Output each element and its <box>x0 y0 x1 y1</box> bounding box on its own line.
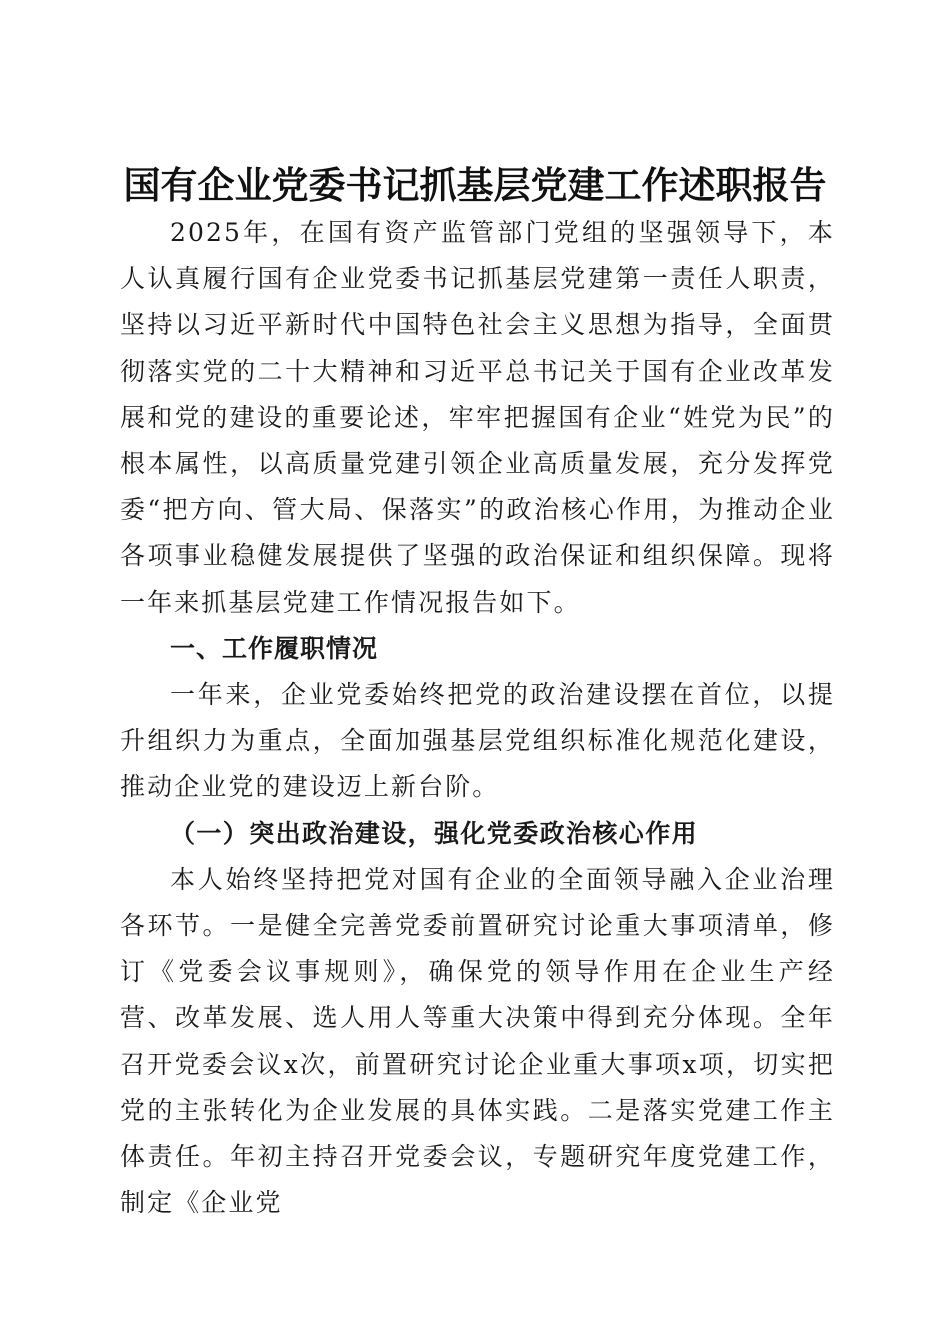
section1-intro-paragraph: 一年来，企业党委始终把党的政治建设摆在首位，以提升组织力为重点，全面加强基层党组织标准化规范化建设，推动企业党的建设迈上新台阶。 <box>120 680 835 802</box>
intro-paragraph: 2025年，在国有资产监管部门党组的坚强领导下，本人认真履行国有企业党委书记抓基层党建第一责任人职责，坚持以习近平新时代中国特色社会主义思想为指导，全面贯彻落实党的二十大精神和习近平总书记关于国有企业改革发展和党的建设的重要论述，牢牢把握国有企业“姓党为民”的根本属性，以高质量党建引领企业高质量发展，充分发挥党委“把方向、管大局、保落实”的政治核心作用，为推动企业各项事业稳健发展提供了坚强的政治保证和组织保障。现将一年来抓基层党建工作情况报告如下。 <box>120 218 835 617</box>
subsection1-body-paragraph: 本人始终坚持把党对国有企业的全面领导融入企业治理各环节。一是健全完善党委前置研究讨论重大事项清单，修订《党委会议事规则》，确保党的领导作用在企业生产经营、改革发展、选人用人等重大决策中得到充分体现。全年召开党委会议x次，前置研究讨论企业重大事项x项，切实把党的主张转化为企业发展的具体实践。二是落实党建工作主体责任。年初主持召开党委会议，专题研究年度党建工作，制定《企业党 <box>120 864 835 1218</box>
section-heading-1: 一、工作履职情况 <box>170 633 379 663</box>
document-body <box>120 210 835 1226</box>
subsection-heading-1: （一）突出政治建设，强化党委政治核心作用 <box>170 818 699 848</box>
document-title: 国有企业党委书记抓基层党建工作述职报告 <box>123 162 827 207</box>
